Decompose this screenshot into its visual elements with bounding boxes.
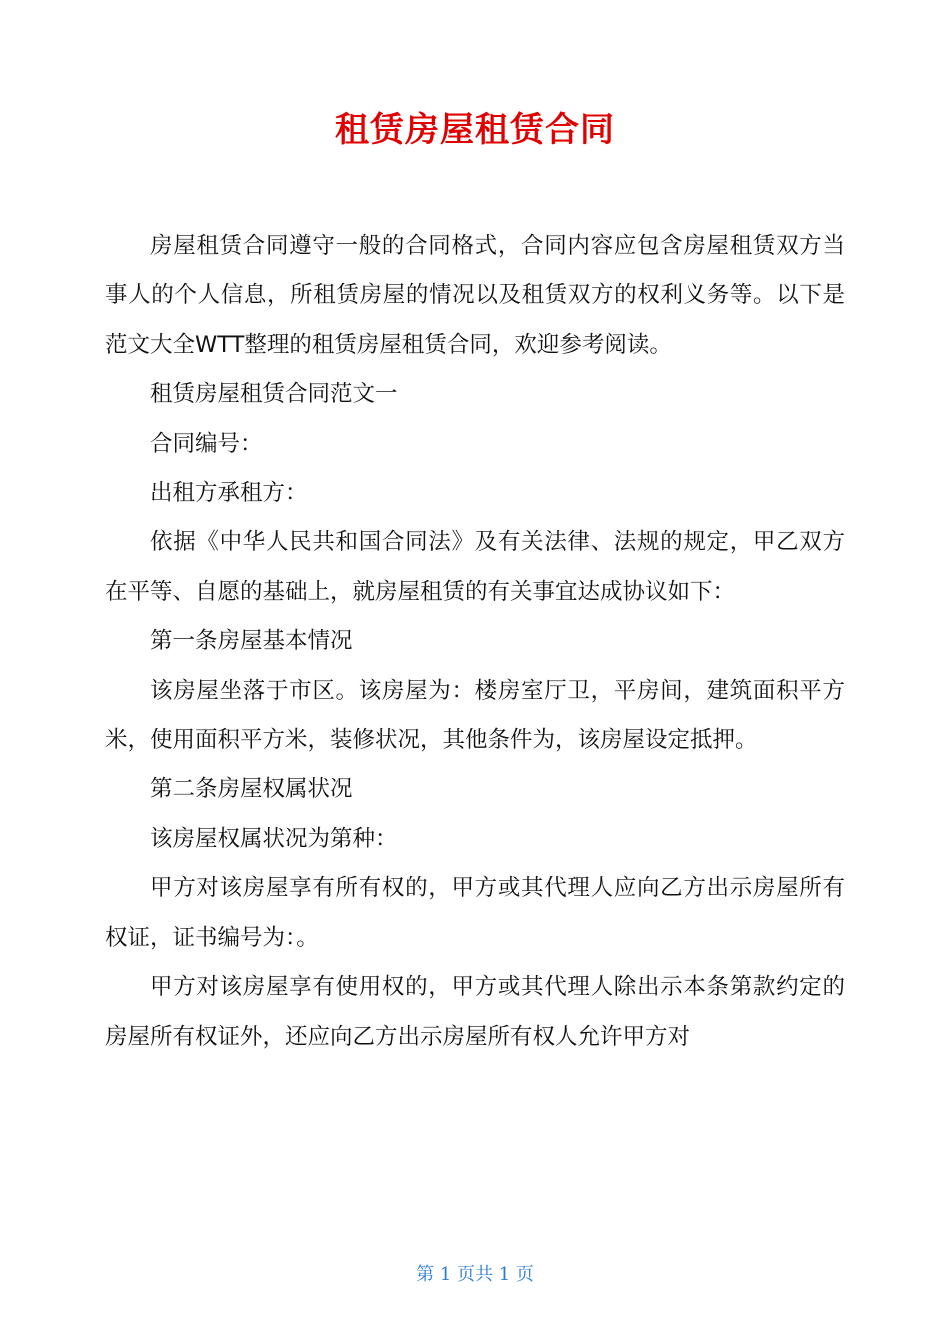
paragraph-contract-number: 合同编号： xyxy=(150,430,263,457)
paragraph-article-2-ownership: 甲方对该房屋享有所有权的，甲方或其代理人应向乙方出示房屋所有权证，证书编号为：。 xyxy=(105,875,845,951)
page-number-footer: 第 1 页共 1 页 xyxy=(416,1264,534,1285)
paragraph-intro: 房屋租赁合同遵守一般的合同格式，合同内容应包含房屋租赁双方当事人的个人信息，所租赁房屋的情况以及租赁双方的权利义务等。以下是范文大全WTT整理的租赁房屋租赁合同，欢迎参考阅读。 xyxy=(105,233,845,358)
document-title: 租赁房屋租赁合同 xyxy=(335,110,615,150)
paragraph-article-2-use-right: 甲方对该房屋享有使用权的，甲方或其代理人除出示本条第款约定的房屋所有权证外，还应向乙方出示房屋所有权人允许甲方对 xyxy=(105,974,845,1050)
paragraph-sample-heading: 租赁房屋租赁合同范文一 xyxy=(150,381,398,408)
paragraph-article-1-heading: 第一条房屋基本情况 xyxy=(150,628,353,655)
paragraph-article-2-heading: 第二条房屋权属状况 xyxy=(150,776,353,803)
paragraph-parties: 出租方承租方： xyxy=(150,480,308,507)
paragraph-article-1-body: 该房屋坐落于市区。该房屋为：楼房室厅卫，平房间，建筑面积平方米，使用面积平方米，装修状况，其他条件为，该房屋设定抵押。 xyxy=(105,677,845,754)
paragraph-article-2-intro: 该房屋权属状况为第种： xyxy=(150,825,398,852)
document-body xyxy=(105,222,845,1062)
paragraph-legal-basis: 依据《中华人民共和国合同法》及有关法律、法规的规定，甲乙双方在平等、自愿的基础上，就房屋租赁的有关事宜达成协议如下： xyxy=(105,529,845,605)
